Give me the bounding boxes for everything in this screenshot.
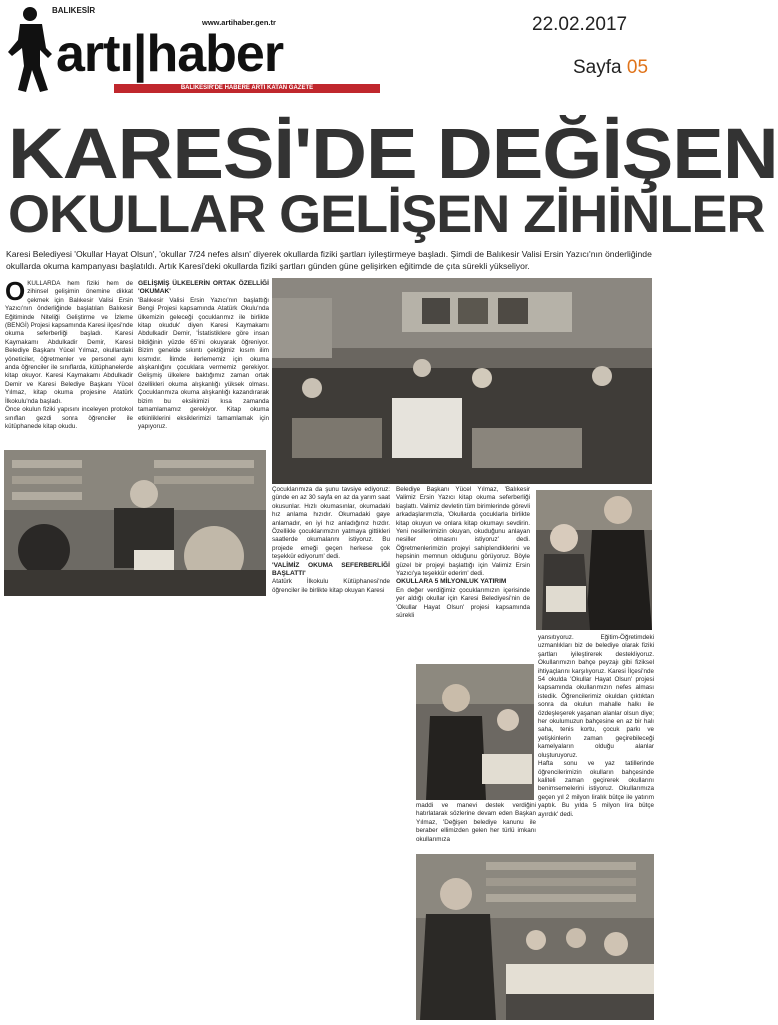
- column-1-text-2: Önce okulun fiziki yapısını inceleyen protokol sınıfları gezdi sonra öğrenciler ile kütüphanede kitap okudu.: [5, 406, 133, 430]
- lead-paragraph: Karesi Belediyesi 'Okullar Hayat Olsun', 'okullar 7/24 nefes alsın' diyerek okullarda fiziki şartları iyileştirmeye başladı. Şimdi de Balıkesir Valisi Ersin Yazıcı'nın önderliğinde okullarda okuma kampanyası başlatıldı. Artık Karesi'deki okullarda fiziki şartları günden güne gelişirken eğitimde de çıta sürekli yükseliyor.: [6, 249, 652, 271]
- column-1: [5, 276, 133, 452]
- column-3: [396, 486, 530, 660]
- column-3-text-2: En değer verdiğimiz çocuklarımızın içerisinde yer aldığı okullar için Karesi Belediyesi'nin de 'Okullar Hayat Olsun' projesi kapsamında sürekli: [396, 586, 530, 620]
- subheading-developed-countries: GELİŞMİŞ ÜLKELERİN ORTAK ÖZELLİĞİ 'OKUMAK': [138, 280, 269, 296]
- masthead-region: BALIKESİR: [52, 6, 96, 15]
- mayor-student-photo: [536, 490, 652, 630]
- masthead: [6, 4, 374, 96]
- column-3-text-3: maddi ve manevi destek verdiğini hatırlatarak sözlerine devam eden Başkan Yılmaz, 'Değişen belediye kanunu ile beraber ellimizden gelen her türlü imkanı okullarımıza: [416, 802, 536, 843]
- library-group-photo: [416, 854, 654, 1020]
- classroom-photo: [272, 278, 652, 484]
- column-2: [138, 280, 269, 454]
- column-2-text-2: Çocuklarımıza da şunu tavsiye ediyoruz: günde en az 30 sayfa en az da yarım saat okusunlar. Hızlı okumasınlar, okumadaki hız anlama hızıdır. Okumadaki gaye anlamadır, en iyi hız anladığınız hızdır. Özellikle çocuklarımızın yatmaya gittikleri saatlerde okumalarını istiyoruz. Bu projede emeği geçen herkese çok teşekkür ediyorum' dedi.: [272, 486, 390, 561]
- subheading-investment: OKULLARA 5 MİLYONLUK YATIRIM: [396, 578, 507, 586]
- column-2-text: 'Balıkesir Valisi Ersin Yazıcı'nın başlattığı Bengi Projesi kapsamında Atatürk Okulu'nda ülkemizin geleceği çocuklarımız ile birlikte kitap okuduk' diyen Karesi Kaymakamı Abdulkadir Demir, 'İstatistiklere göre insan bildiğinin yüzde 65'ini okuyarak öğreniyor. Bizim genelde sıkıntı çektiğimiz kısım ilim kısmıdır. İlimde ilerlememiz için okuma alışkanlığını çocuklara vermemiz gerekiyor. Gelişmiş ülkelere baktığımız zaman ortak özellikleri okuma alışkanlığı yüksek olması. Çocuklarımıza okuma alışkanlığı kazandırarak bizim bu eksikimizi kısa zamanda tamamlamamız gerekiyor. Kitap okuma etkinliklerini eksiklerimizi tamamlamak için yapıyoruz.: [138, 296, 269, 430]
- library-photo: [4, 450, 266, 596]
- column-3-lower: [416, 802, 536, 854]
- masthead-tagline: BALIKESİR'DE HABERE ARTI KATAN GAZETE: [114, 84, 380, 93]
- masthead-name: artı|haber: [56, 25, 284, 83]
- logo-figure-icon: [6, 4, 58, 94]
- column-4-text-2: Hafta sonu ve yaz tatillerinde öğrencilerimizin okulların bahçesinde kaliteli zaman geçirerek okullarını benimsemelerini istiyoruz. Okullarımıza geçen yıl 2 milyon liralık bütçe ile yatırım yaptık. Bu yılda 5 milyon lira bütçe ayırdık' dedi.: [538, 760, 654, 818]
- column-2-lower: [272, 486, 390, 604]
- column-1-text: KULLARDA hem fiziki hem de zihinsel gelişimin önemine dikkat çekmek için Balıkesir Valisi Ersin Yazıcı'nın önderliğinde başlatılan Balıkesir Eğitiminde Niteliği Geliştirme ve İzleme (BENGİ) Projesi kapsamında Karesi ilçesi'nde okuma seferberliği başladı. Karesi Kaymakamı Abdulkadir Demir, Karesi Belediye Başkanı Yücel Yılmaz, okullardaki yöneticiler, öğretmenler ve personel aynı anda öğrenciler ile sınıflarda, kütüphanelerde kitap okuyor. Karesi Kaymakamı Abdulkadir Demir ve Karesi Belediye Başkanı Yücel Yılmaz, kitap okuma projesine Atatürk İlkokulu'nda başladı.: [5, 280, 133, 405]
- page-label: Sayfa: [573, 57, 622, 78]
- headline-line2: OKULLAR GELİŞEN ZİHİNLER: [8, 185, 765, 244]
- subheading-governor: 'VALİMİZ OKUMA SEFERBERLİĞİ BAŞLATTI': [272, 561, 390, 578]
- column-4: [538, 634, 654, 848]
- masthead-url: www.artihaber.gen.tr: [202, 18, 276, 27]
- issue-date: 22.02.2017: [532, 14, 628, 35]
- page-number: 05: [626, 57, 649, 78]
- column-2-text-3: Atatürk İlkokulu Kütüphanesi'nde öğrenciler ile birlikte kitap okuyan Karesi: [272, 578, 390, 594]
- page-indicator: [573, 57, 648, 79]
- mayor-reading-photo: [416, 664, 534, 800]
- column-3-text: Belediye Başkanı Yücel Yılmaz, 'Balıkesir Valimiz Ersin Yazıcı kitap okuma seferberliği başlattı. Valimiz devletin tüm birimlerinde görevli arkadaşlarımızla, 'Okullarda çocuklarla birlikte kitap okuyun ve onlara kitap okumayı sevdirin. Yeni nesillerimizin okuyan, okuduğunu anlayan nesiller olmasını istiyoruz' dedi. Öğretmenlerimizin projeyi sahiplendiklerini ve hepsinin memnun olduğunu görüyoruz. Böyle güzel bir projeyi başlattığı için Valimiz Ersin Yazıcı'ya teşekkür ederim' dedi.: [396, 486, 530, 578]
- column-4-text: yansıtıyoruz. Eğitim-Öğretimdeki uzmanlıkları biz de belediye olarak fiziki şartları iyileştirerek destekliyoruz. Okullarımızın bahçe peyzajı gibi fiziksel ihtiyaçlarını karşılıyoruz. Karesi İlçesi'nde 54 okulda 'Okullar Hayat Olsun' projesi kapsamında okullarımızın nefes alması istedik. Öğrencilerimiz okuldan çıktıktan sonra da okulun mahalle halkı ile özdeşleşerek yaşanan alanlar olsun diye; her okulumuzun bahçesine en az bir halı saha, tenis kortu, çocuk parkı ve yetişkinlerin zaman geçirebileceği kamelyaların olduğu alanlar oluşturuyoruz.: [538, 634, 654, 759]
- dropcap: O: [5, 276, 26, 306]
- headline-line1: KARESİ'DE DEĞİŞEN: [8, 115, 778, 194]
